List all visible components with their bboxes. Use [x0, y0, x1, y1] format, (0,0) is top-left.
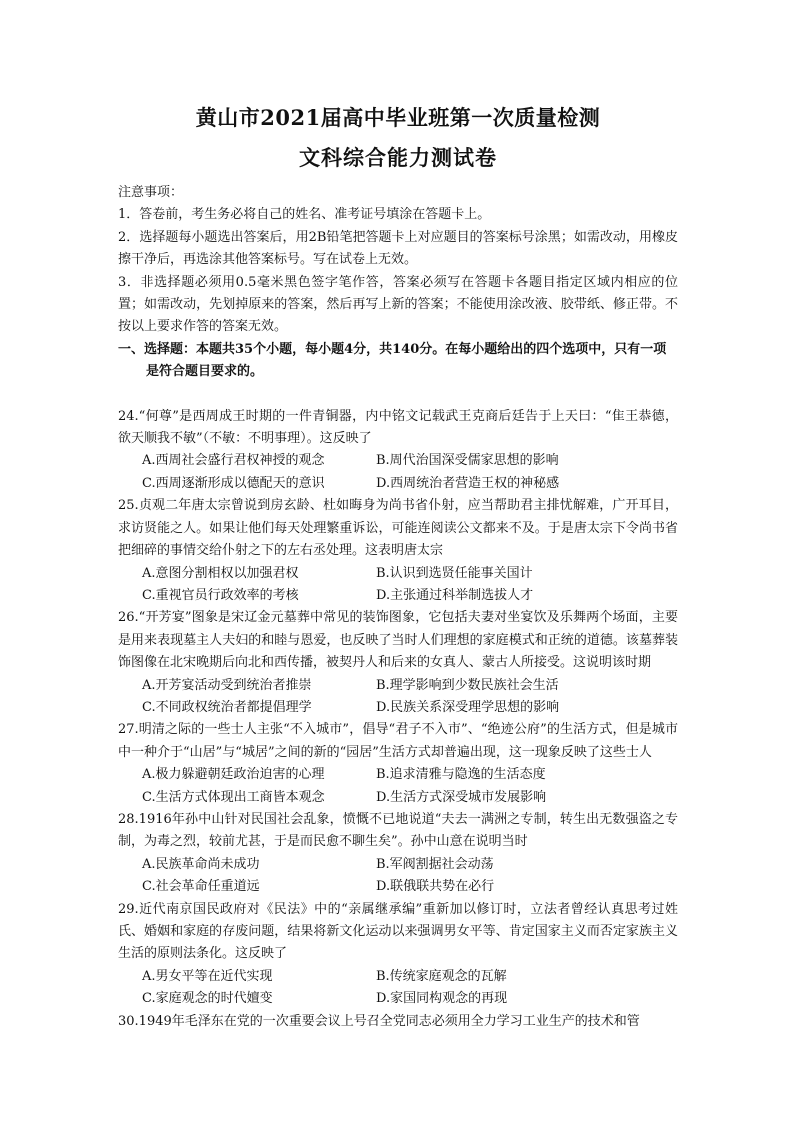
option-b: B.认识到选贤任能事关国计 — [376, 565, 533, 581]
notice-item: 1．答卷前，考生务必将自己的姓名、准考证号填涂在答题卡上。 — [118, 207, 491, 223]
option-d: D.民族关系深受理学思想的影响 — [376, 699, 560, 715]
notice-heading: 注意事项： — [118, 185, 184, 200]
notice-block — [118, 182, 678, 339]
option-a: A.西周社会盛行君权神授的观念 — [142, 453, 325, 469]
notice-item: 2．选择题每小题选出答案后，用2B铅笔把答题卡上对应题目的答案标号涂黑；如需改动，用橡皮擦干净后，再选涂其他答案标号。写在试卷上无效。 — [118, 229, 678, 268]
option-b: B.军阀割据社会动荡 — [376, 856, 494, 872]
option-d: D.生活方式深受城市发展影响 — [376, 789, 547, 805]
question-stem: 26.“开芳宴”图象是宋辽金元墓葬中常见的装饰图象，它包括夫妻对坐宴饮及乐舞两个场面，主要是用来表现墓主人夫妇的和睦与恩爱，也反映了当时人们理想的家庭模式和正统的道德。该墓葬装饰图像在北宋晚期后向北和西传播，被契丹人和后来的女真人、蒙古人所接受。这说明该时期 — [118, 610, 678, 671]
option-b: B.理学影响到少数民族社会生活 — [376, 677, 559, 693]
option-c: C.生活方式体现出工商皆本观念 — [142, 789, 325, 805]
exam-title: 黄山市2021届高中毕业班第一次质量检测 — [195, 105, 601, 130]
option-c: C.重视官员行政效率的考核 — [142, 587, 299, 603]
question-29 — [118, 899, 678, 1011]
option-c: C.不同政权统治者都提倡理学 — [142, 699, 312, 715]
option-c: C.社会革命任重道远 — [142, 879, 260, 895]
option-c: C.西周逐渐形成以德配天的意识 — [142, 475, 325, 491]
section-spacer — [118, 384, 678, 406]
option-a: A.开芳宴活动受到统治者推崇 — [142, 677, 312, 693]
section-header: 一、选择题：本题共35个小题，每小题4分，共140分。在每小题给出的四个选项中，只有一项是符合题目要求的。 — [118, 341, 667, 380]
question-stem: 24.“何尊”是西周成王时期的一件青铜器，内中铭文记载武王克商后廷告于上天曰：“隹王恭德，欲天顺我不敏”（不敏：不明事理）。这反映了 — [118, 408, 678, 447]
question-stem: 30.1949年毛泽东在党的一次重要会议上号召全党同志必须用全力学习工业生产的技术和管 — [118, 1013, 640, 1029]
option-b: B.周代治国深受儒家思想的影响 — [376, 453, 559, 469]
question-options — [118, 563, 678, 608]
question-25 — [118, 495, 678, 607]
option-d: D.西周统治者营造王权的神秘感 — [376, 475, 560, 491]
question-24 — [118, 406, 678, 496]
option-a: A.意图分割相权以加强君权 — [142, 565, 299, 581]
option-d: D.主张通过科举制选拔人才 — [376, 587, 534, 603]
question-30 — [118, 1011, 678, 1033]
question-stem: 29.近代南京国民政府对《民法》中的“亲属继承编”重新加以修订时，立法者曾经认真思考过姓氏、婚姻和家庭的存废问题，结果将新文化运动以来强调男女平等、肯定国家主义而否定家族主义生活的原则法条化。这反映了 — [118, 901, 678, 962]
option-a: A.民族革命尚未成功 — [142, 856, 260, 872]
question-27 — [118, 719, 678, 809]
question-stem: 25.贞观二年唐太宗曾说到房玄龄、杜如晦身为尚书省仆射，应当帮助君主排忧解难，广开耳目，求访贤能之人。如果让他们每天处理繁重诉讼，可能连阅读公文都来不及。于是唐太宗下令尚书省把细碎的事情交给仆射之下的左右丞处理。这表明唐太宗 — [118, 498, 678, 559]
option-d: D.联俄联共势在必行 — [376, 879, 495, 895]
question-options — [118, 764, 678, 809]
question-options — [118, 675, 678, 720]
question-options — [118, 966, 678, 1011]
option-a: A.男女平等在近代实现 — [142, 968, 273, 984]
option-b: B.传统家庭观念的瓦解 — [376, 968, 507, 984]
option-b: B.追求清雅与隐逸的生活态度 — [376, 767, 546, 783]
exam-subtitle: 文科综合能力测试卷 — [299, 145, 497, 170]
question-26 — [118, 607, 678, 719]
question-stem: 28.1916年孙中山针对民国社会乱象，愤慨不已地说道“夫去一满洲之专制，转生出无数强盗之专制，为毒之烈，较前尤甚，于是而民愈不聊生矣”。孙中山意在说明当时 — [118, 811, 678, 850]
option-d: D.家国同构观念的再现 — [376, 991, 508, 1007]
question-28 — [118, 809, 678, 899]
option-a: A.极力躲避朝廷政治迫害的心理 — [142, 767, 325, 783]
option-c: C.家庭观念的时代嬗变 — [142, 991, 273, 1007]
question-options — [118, 450, 678, 495]
question-options — [118, 854, 678, 899]
notice-item: 3．非选择题必须用0.5毫米黑色签字笔作答，答案必须写在答题卡各题目指定区域内相应的位置；如需改动，先划掉原来的答案，然后再写上新的答案；不能使用涂改液、胶带纸、修正带。不按以上要求作答的答案无效。 — [118, 274, 678, 335]
question-stem: 27.明清之际的一些士人主张“不入城市”，倡导“君子不入市”、“绝迹公府”的生活方式，但是城市中一种介于“山居”与“城居”之间的新的“园居”生活方式却普遍出现，这一现象反映了这些士人 — [118, 722, 678, 760]
